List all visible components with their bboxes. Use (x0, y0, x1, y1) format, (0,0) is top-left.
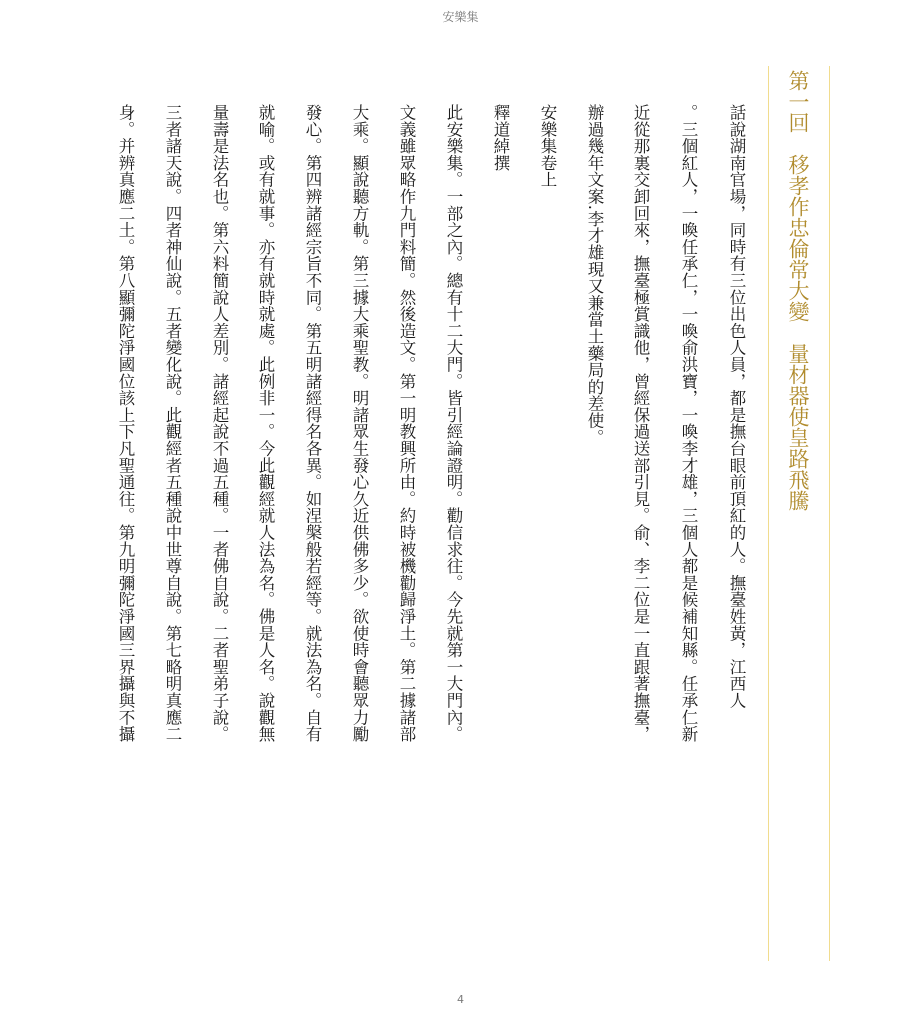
text-column: 。三個紅人，一喚任承仁，一喚俞洪寶，一喚李才雄，三個人都是候補知縣。任承仁新 (679, 104, 698, 743)
text-column: 三者諸天說。四者神仙說。五者變化說。此觀經者五種說中世尊自說。第七略明真應二 (163, 104, 182, 743)
text-column: 大乘。顯說聽方軌。第三據大乘聖教。明諸眾生發心久近供佛多少。欲使時會聽眾力勵 (350, 104, 369, 743)
text-column: 話說湖南官場，同時有三位出色人員，都是撫台眼前頂紅的人。撫臺姓黃，江西人 (727, 104, 746, 709)
text-column: 此安樂集。一部之內。總有十二大門。皆引經論證明。勸信求往。今先就第一大門內。 (444, 104, 463, 743)
text-column: 辦過幾年文案.李才雄現又兼當土藥局的差使。 (585, 104, 604, 446)
text-column: 文義雖眾略作九門料簡。然後造文。第一明教興所由。約時被機勸歸淨土。第二據諸部 (397, 104, 416, 743)
chapter-title: 第一回 移孝作忠倫常大變 量材器使皇路飛騰 (786, 70, 810, 511)
text-column: 發心。第四辨諸經宗旨不同。第五明諸經得名各異。如涅槃般若經等。就法為名。自有 (303, 104, 322, 743)
text-column: 就喻。或有就事。亦有就時就處。此例非一。今此觀經就人法為名。佛是人名。說觀無 (256, 104, 275, 743)
page-number: 4 (457, 993, 464, 1006)
text-column: 近從那裏交卸回來，撫臺極賞識他，曾經保過送部引見。俞、李二位是一直跟著撫臺， (631, 104, 650, 743)
volume-heading: 安樂集卷上 (538, 104, 557, 188)
author-line: 釋道綽撰 (491, 104, 510, 172)
text-column: 身。并辨真應二土。第八顯彌陀淨國位該上下凡聖通往。第九明彌陀淨國三界攝與不攝 (116, 104, 135, 743)
text-column: 量壽是法名也。第六料簡說人差別。諸經起說不過五種。一者佛自說。二者聖弟子說。 (210, 104, 229, 743)
running-header: 安樂集 (442, 10, 479, 24)
